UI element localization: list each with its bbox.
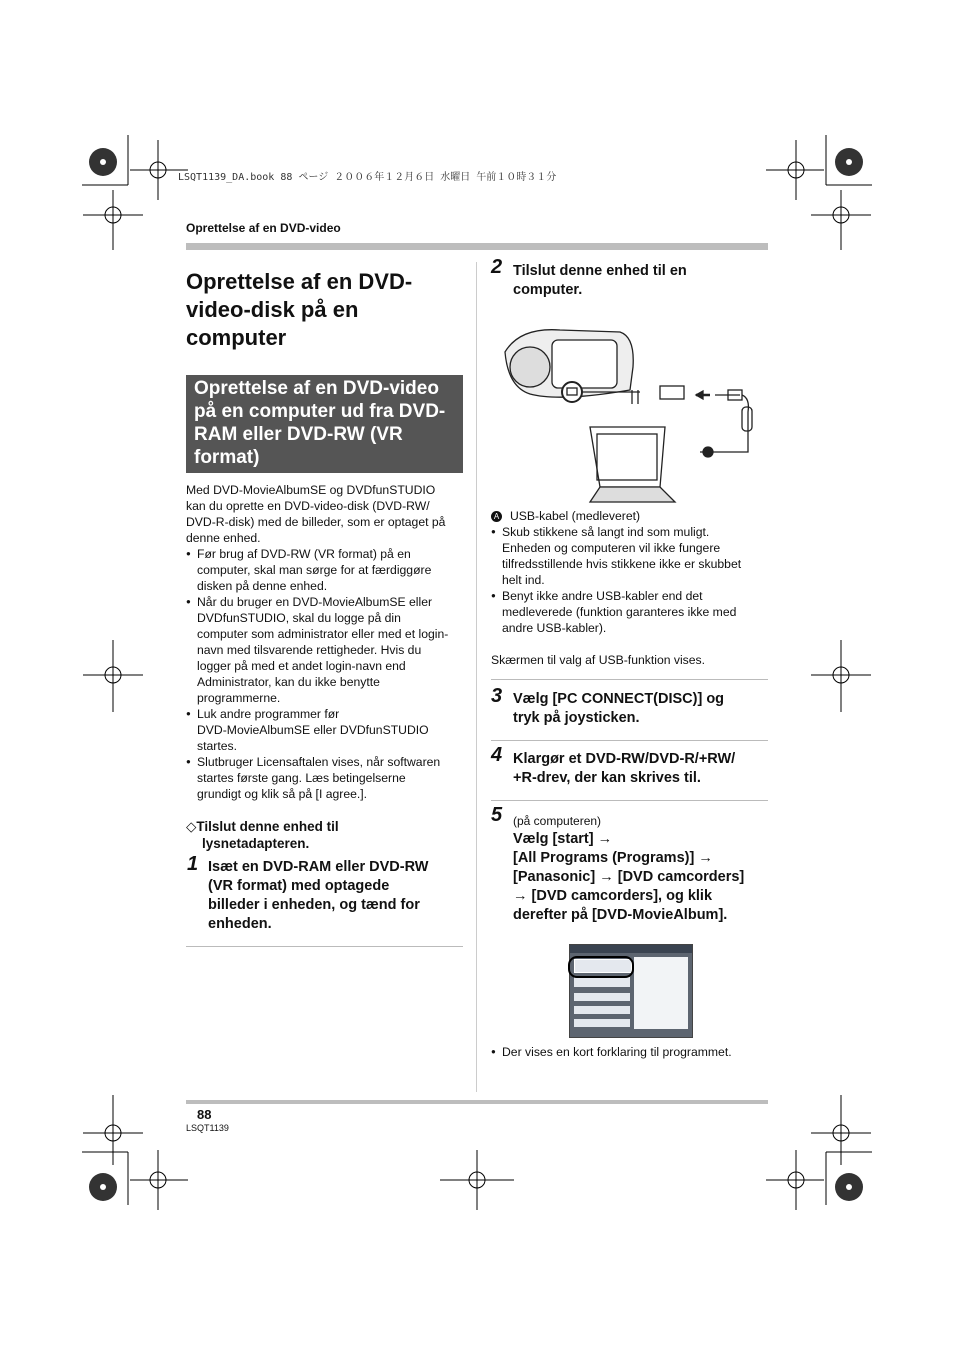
text-line: Der vises en kort forklaring til programmet. bbox=[502, 1045, 732, 1059]
heading-line: Oprettelse af en DVD-video bbox=[194, 378, 439, 399]
step-number: 1 bbox=[187, 853, 199, 875]
divider bbox=[491, 679, 768, 680]
text-line: Tilslut denne enhed til bbox=[196, 819, 339, 834]
software-screenshot bbox=[569, 944, 693, 1038]
text-line: DVD-MovieAlbumSE eller DVDfunSTUDIO bbox=[197, 723, 429, 737]
text-line: ● Luk andre programmer før bbox=[197, 707, 340, 721]
step-2-text bbox=[513, 262, 763, 300]
bullet-item bbox=[491, 588, 766, 636]
page-number: 88 bbox=[197, 1107, 212, 1122]
bullet-item bbox=[186, 754, 471, 802]
text-line: derefter på [DVD-MovieAlbum]. bbox=[513, 907, 728, 923]
step-5-sub: (på computeren) bbox=[513, 814, 602, 828]
text-line: computer. bbox=[513, 282, 583, 298]
text-line: [All Programs (Programs)] → bbox=[513, 850, 713, 866]
intro-text bbox=[186, 482, 471, 802]
text-line: [Panasonic] → [DVD camcorders] bbox=[513, 869, 745, 885]
page-title bbox=[186, 268, 466, 352]
text-line: Vælg [PC CONNECT(DISC)] og bbox=[513, 691, 725, 707]
section-heading bbox=[186, 375, 463, 473]
text-line: Isæt en DVD-RAM eller DVD-RW bbox=[208, 859, 429, 875]
model-code: LSQT1139 bbox=[186, 1123, 229, 1133]
heading-line: på en computer ud fra DVD- bbox=[194, 401, 446, 422]
step-number: 3 bbox=[491, 685, 503, 707]
running-head: Oprettelse af en DVD-video bbox=[186, 221, 341, 235]
title-line: Oprettelse af en DVD- bbox=[186, 269, 413, 294]
divider bbox=[186, 946, 463, 947]
text-line: tryk på joysticken. bbox=[513, 710, 640, 726]
text-line: enheden. bbox=[208, 916, 272, 932]
text-line: ● Benyt ikke andre USB-kabler end det bbox=[502, 589, 703, 603]
text-line: Administrator, kan du ikke benytte bbox=[197, 675, 380, 689]
text-line: DVDfunSTUDIO, skal du logge på din bbox=[197, 611, 401, 625]
text-line: ● Skub stikkene så langt ind som muligt. bbox=[502, 525, 710, 539]
step-5-text bbox=[513, 830, 768, 925]
text-line: ● Før brug af DVD-RW (VR format) på en bbox=[197, 547, 411, 561]
text-line: Skærmen til valg af USB-funktion vises. bbox=[491, 653, 706, 667]
top-bar bbox=[186, 243, 768, 250]
text-line: USB-kabel (medleveret) bbox=[510, 509, 641, 523]
text-line: startes første gang. Læs betingelserne bbox=[197, 771, 406, 785]
text-line: grundigt og klik så på [I agree.]. bbox=[197, 787, 368, 801]
text-line: Enheden og computeren vil ikke fungere bbox=[502, 541, 721, 555]
crop-header-text: LSQT1139_DA.book 88 ページ ２００６年１２月６日 水曜日 午前１０時３１分 bbox=[178, 172, 557, 183]
text-line: helt ind. bbox=[502, 573, 545, 587]
highlight-ring bbox=[568, 956, 634, 978]
label-a-badge: A bbox=[491, 511, 502, 522]
step-4-text bbox=[513, 750, 768, 788]
app-button bbox=[574, 993, 630, 1001]
text-line: computer som administrator eller med et login- bbox=[197, 627, 449, 641]
title-line: video-disk på en bbox=[186, 297, 359, 322]
text-line: computer, skal man sørge for at færdiggøre bbox=[197, 563, 432, 577]
text-line: tilfredsstillende hvis stikkene ikke er skubbet bbox=[502, 557, 742, 571]
text-line: startes. bbox=[197, 739, 237, 753]
text-line: DVD-R-disk) med de billeder, som er optaget på bbox=[186, 515, 446, 529]
text-line: +R-drev, der kan skrives til. bbox=[513, 770, 701, 786]
text-line: lysnetadapteren. bbox=[202, 836, 310, 851]
text-line: ● Slutbruger Licensaftalen vises, når softwaren bbox=[197, 755, 441, 769]
prep-note bbox=[186, 818, 456, 852]
column-divider bbox=[476, 262, 477, 1092]
text-line: navn med tilsvarende rettigheder. Hvis du bbox=[197, 643, 422, 657]
text-line: (VR format) med optagede bbox=[208, 878, 390, 894]
step-number: 5 bbox=[491, 804, 503, 826]
bottom-bar bbox=[186, 1100, 768, 1104]
text-line: Tilslut denne enhed til en bbox=[513, 263, 687, 279]
text-line: ● Når du bruger en DVD-MovieAlbumSE eller bbox=[197, 595, 433, 609]
bullet-item bbox=[186, 594, 471, 706]
divider bbox=[491, 740, 768, 741]
text-line: disken på denne enhed. bbox=[197, 579, 328, 593]
text-line: andre USB-kabler). bbox=[502, 621, 607, 635]
text-line: kan du oprette en DVD-video-disk (DVD-RW/ bbox=[186, 499, 430, 513]
description-panel bbox=[634, 957, 688, 1029]
heading-line: format) bbox=[194, 447, 260, 468]
bullet-item bbox=[186, 546, 471, 594]
text-line: programmerne. bbox=[197, 691, 281, 705]
heading-line: RAM eller DVD-RW (VR bbox=[194, 424, 403, 445]
final-note bbox=[491, 1044, 772, 1060]
step-number: 4 bbox=[491, 744, 503, 766]
text-line: → [DVD camcorders], og klik bbox=[513, 888, 713, 904]
app-button bbox=[574, 1006, 630, 1014]
step-1-text bbox=[208, 858, 468, 934]
bullet-item bbox=[491, 524, 766, 588]
text-line: logger på med et andet login-navn end bbox=[197, 659, 406, 673]
step-3-text bbox=[513, 690, 768, 728]
connection-illustration bbox=[500, 322, 768, 506]
text-line: Vælg [start] → bbox=[513, 831, 613, 847]
text-line: denne enhed. bbox=[186, 531, 261, 545]
text-line: billeder i enheden, og tænd for bbox=[208, 897, 420, 913]
bullet-item bbox=[186, 706, 471, 754]
app-button bbox=[574, 977, 630, 987]
text-line: Klargør et DVD-RW/DVD-R/+RW/ bbox=[513, 751, 736, 767]
divider bbox=[491, 800, 768, 801]
window-titlebar bbox=[570, 945, 692, 953]
title-line: computer bbox=[186, 325, 287, 350]
text-line: Med DVD-MovieAlbumSE og DVDfunSTUDIO bbox=[186, 483, 436, 497]
step-number: 2 bbox=[491, 256, 503, 278]
app-button bbox=[574, 1019, 630, 1027]
cable-notes bbox=[491, 508, 766, 668]
diamond-icon: ◇ bbox=[186, 819, 197, 834]
text-line: medleverede (funktion garanteres ikke med bbox=[502, 605, 737, 619]
